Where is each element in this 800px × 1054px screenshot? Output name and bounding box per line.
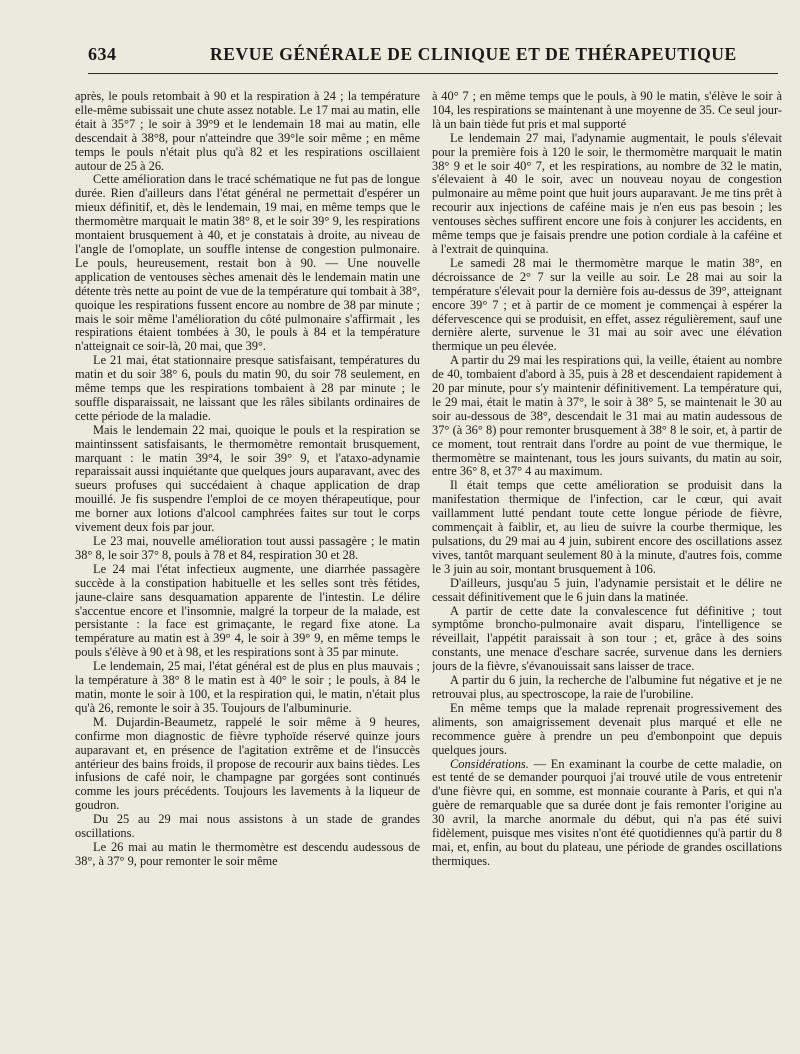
considerations-text: — En examinant la courbe de cette maladie, on est tenté de se demander pourquoi j'ai trouvé utile de vous entretenir d'une fièvre qui, en somme, est monnaie courante à Paris, et qui n'a guère de remarquable que sa durée dont je fais remonter l'origine au 30 avril, la marche anormale du début, qui n'a pas été suivi fidèlement, puisque mes visites n'ont été quotidiennes qu'à partir du 8 mai, et, enfin, au bout du plateau, une période de grandes oscillations thermiques.: [432, 756, 782, 868]
considerations-paragraph: [432, 758, 782, 869]
paragraph: Le 23 mai, nouvelle amélioration tout aussi passagère ; le matin 38° 8, le soir 37° 8, pouls à 78 et 84, respiration 30 et 28.: [75, 534, 420, 562]
paragraph: à 40° 7 ; en même temps que le pouls, à 90 le matin, s'élève le soir à 104, les respirations se maintenant à une moyenne de 35. Ce seul jour-là un bain tiède fut pris et mal supporté: [432, 90, 782, 131]
paragraph: Le 26 mai au matin le thermomètre est descendu audessous de 38°, à 37° 9, pour remonter le soir même: [75, 839, 420, 868]
paragraph: Cette amélioration dans le tracé schématique ne fut pas de longue durée. Rien d'ailleurs dans l'état général ne permettait d'espérer un mieux définitif, et, dès le lendemain, 19 mai, en même temps que le thermomètre marquait le matin 38° 8, et le soir 39° 9, les respirations montaient brusquement à 40, et je constatais à droite, au niveau de l'angle de l'omoplate, un souffle intense de congestion pulmonaire. Le pouls, heureusement, restait bon à 90. — Une nouvelle application de ventouses sèches amenait dès le lendemain matin une détente très nette au point de vue de la température qui tombait à 38°, quoique les respirations fussent encore au nombre de 38 par minute ; mais le soir même l'amélioration du côté pulmonaire s'affirmait , les respirations étaient tombées à 30, le pouls à 84 et la température n'atteignait ce soir-là, 20 mai, que 39°.: [75, 172, 420, 354]
paragraph: A partir de cette date la convalescence fut définitive ; tout symptôme broncho-pulmonaire avait disparu, l'intelligence se réveillait, l'appétit paraissait à son tour ; et, grâce à des soins constants, une menace d'eschare sacrée, survenue dans les derniers jours de la fièvre, s'évanouissait sans laisser de trace.: [432, 603, 782, 674]
paragraph: A partir du 6 juin, la recherche de l'albumine fut négative et je ne retrouvai plus, au spectroscope, la raie de l'urobiline.: [432, 673, 782, 701]
paragraph: Le lendemain, 25 mai, l'état général est de plus en plus mauvais ; la température à 38° 8 le matin est à 40° le soir ; le pouls, à 84 le matin, monte le soir à 100, et la respiration qui, le matin, n'était plus qu'à 26, remonte le soir à 35. Toujours de l'albuminurie.: [75, 659, 420, 715]
paragraph: Le lendemain 27 mai, l'adynamie augmentait, le pouls s'élevait pour la première fois à 120 le soir, le thermomètre marquait le matin 38° 9 et le soir 40° 7, et les respirations, au nombre de 32 le matin, s'élevaient à 40 le soir, avec un nouveau noyau de congestion pulmonaire au même point que huit jours auparavant. Je me tins prêt à recourir aux injections de caféine mais je n'en eus pas besoin ; les ventouses sèches suffirent encore une fois à conjurer les accidents, en même temps que je faisais prendre une potion cordiale à la caféine et à l'extrait de quinquina.: [432, 130, 782, 256]
paragraph: après, le pouls retombait à 90 et la respiration à 24 ; la température elle-même subissait une chute assez notable. Le 17 mai au matin, elle était à 35°7 ; le soir à 39°9 et le lendemain 18 mai au matin, elle descendait à 38°8, pour n'atteindre que 39°le soir même ; en même temps le pouls n'était plus qu'à 82 et les respirations oscillaient autour de 25 à 26.: [75, 90, 420, 173]
paragraph: Le 21 mai, état stationnaire presque satisfaisant, températures du matin et du soir 38° 6, pouls du matin 90, du soir 78 seulement, en même temps que les respirations tombaient à 28 par minute ; le souffle disparaissait, ne laissant que les râles sibilants ordinaires de cette période de la maladie.: [75, 353, 420, 423]
header-rule: [88, 73, 778, 74]
paragraph: Le 24 mai l'état infectieux augmente, une diarrhée passagère succède à la constipation habituelle et les selles sont très fétides, jaune-claire sans desquamation apparente de l'intestin. Le délire s'accentue encore et l'insomnie, malgré la torpeur de la malade, est persistante : la face est grimaçante, le regard fixe atone. La température au matin est à 39° 4, le soir à 39° 9, en même temps le pouls s'élève à 90 et à 98, et les respirations sont à 35 par minute.: [75, 561, 420, 660]
considerations-label: Considérations.: [450, 756, 529, 771]
paragraph: Il était temps que cette amélioration se produisit dans la manifestation thermique de l'infection, car le cœur, qui avait vaillamment lutté pendant toute cette longue période de fièvre, commençait à faiblir, et, au lieu de suivre la courbe thermique, les pulsations, du 29 mai au 4 juin, subirent encore des oscillations assez vives, tantôt marquant seulement 80 à la minute, d'autres fois, comme le 3 juin au soir, montant brusquement à 106.: [432, 478, 782, 576]
page-header: [88, 44, 768, 68]
page-number: 634: [88, 44, 117, 64]
running-title: REVUE GÉNÉRALE DE CLINIQUE ET DE THÉRAPEUTIQUE: [210, 44, 737, 64]
paragraph: Le samedi 28 mai le thermomètre marque le matin 38°, en décroissance de 2° 7 sur la veille au soir. Le 28 mai au soir la température s'élevait pour la dernière fois au-dessus de 39°, atteignant encore 39° 7 ; et à partir de ce moment je commençai à espérer la défervescence qui se produisit, en effet, assez régulièrement, sauf une dernière alerte, survenue le 31 mai au soir avec une élévation thermique un peu élevée.: [432, 255, 782, 354]
left-column: [75, 90, 420, 1030]
paragraph: D'ailleurs, jusqu'au 5 juin, l'adynamie persistait et le délire ne cessait définitivement que le 6 juin dans la matinée.: [432, 575, 782, 604]
paragraph: En même temps que la malade reprenait progressivement des aliments, son amaigrissement devenait plus marqué et elle ne recommence guère à prendre un peu d'embonpoint que depuis quelques jours.: [432, 700, 782, 757]
paragraph: A partir du 29 mai les respirations qui, la veille, étaient au nombre de 40, tombaient d'abord à 35, puis à 28 et descendaient rapidement à 20 par minute, pour s'y maintenir définitivement. La température qui, le 29 mai, était le matin à 37°, le soir à 38° 5, se maintenait le 30 au soir au-dessous de 38°, descendait le 31 mai au matin audessous de 37° (à 36° 8) pour remonter brusquement à 38° 8 le soir, et, à partir de ce moment, tout rentrait dans l'ordre au point de vue thermique, le thermomètre se maintenant, tous les jours suivants, du matin au soir, entre 36° 8, et 37° 4 au maximum.: [432, 353, 782, 479]
right-column: [432, 90, 782, 1030]
paragraph: M. Dujardin-Beaumetz, rappelé le soir même à 9 heures, confirme mon diagnostic de fièvre typhoïde réservé quinze jours auparavant et, en présence de l'agitation extrême et de l'insuccès antérieur des bains froids, il propose de recourir aux bains tièdes. Les infusions de café noir, le champagne par gorgées sont continués comme les jours précédents. Toujours les lavements à la liqueur de goudron.: [75, 714, 420, 813]
paragraph: Mais le lendemain 22 mai, quoique le pouls et la respiration se maintinssent satisfaisants, le thermomètre remontait brusquement, marquant : le matin 39°4, le soir 39° 9, et l'ataxo-adynamie reparaissait aussi inquiétante que quelques jours auparavant, avec des sueurs profuses qui succédaient à chaque application de drap mouillé. Je fis suspendre l'emploi de ce moyen thérapeutique, pour me borner aux lotions d'alcool camphrées faites sur tout le corps vivement deux fois par jour.: [75, 422, 420, 535]
paragraph: Du 25 au 29 mai nous assistons à un stade de grandes oscillations.: [75, 812, 420, 841]
